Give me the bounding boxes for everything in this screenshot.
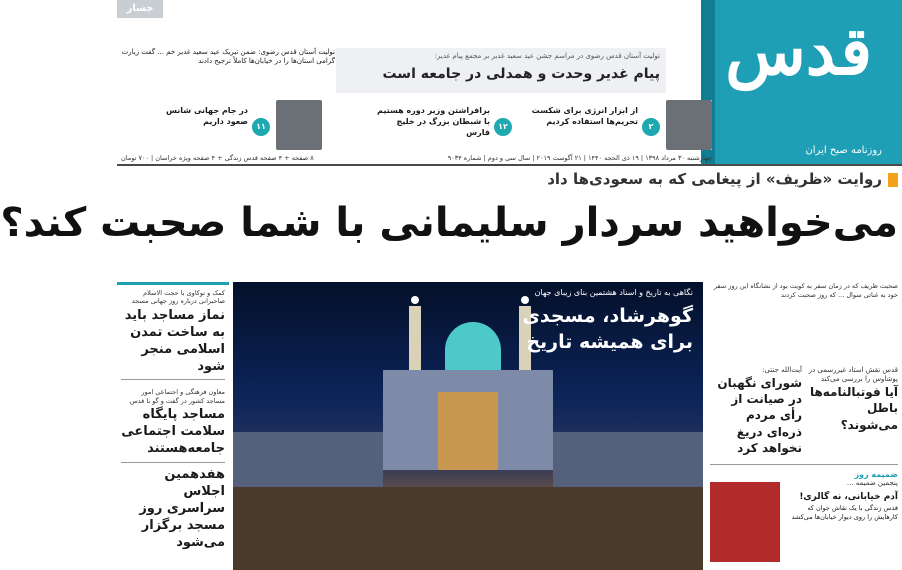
article[interactable] [710, 366, 802, 456]
newspaper-logo: قدس [725, 12, 872, 90]
masthead-tagline: روزنامه صبح ایران [805, 145, 882, 156]
teaser-item[interactable] [117, 100, 322, 150]
teaser-number: ۱۲ [494, 118, 512, 136]
teaser-text: برافراشتن وزیر دوره هستیم با شبطان بزرگ در خلیج فارس [377, 106, 490, 137]
teaser-item[interactable] [512, 100, 712, 150]
kicker-marker-icon [888, 173, 898, 187]
courtyard-shape [233, 487, 703, 570]
lead-headline[interactable]: می‌خواهید سردار سلیمانی با شما صحبت کند؟ [0, 200, 898, 246]
left-column [117, 282, 229, 570]
right-column [706, 282, 902, 570]
article-headline[interactable]: هفدهمین اجلاس سراسری روز مسجد برگزار می‌شود [139, 466, 225, 550]
hero-photo[interactable] [233, 282, 703, 570]
supplement-label: ضمیمه روز [854, 470, 898, 479]
divider [121, 379, 225, 380]
top-teaser-headline: پیام غدیر وحدت و همدلی در جامعه است [382, 66, 660, 82]
masthead [715, 0, 902, 166]
supplement-text: قدس زندگی با یک نقاش جوان که کارهایش را روی دیوار خیابان‌ها می‌کشد [791, 504, 898, 521]
article-body: صحبت ظریف که در زمان سفر به کویت بود از نشانگاه این روز سفر خود به غناتی سوال ... که روز صحبت کردند [713, 282, 898, 299]
supplement-teaser[interactable] [710, 470, 898, 522]
teaser-number: ۱۱ [252, 118, 270, 136]
teaser-item[interactable] [322, 100, 512, 150]
supplement-headline: آدم خیابانی، نه گالری! [799, 492, 898, 503]
supplement-photo [710, 482, 780, 562]
teaser-text: از ابزار انرژی برای شکست تحریم‌ها استفاده کردیم [531, 106, 638, 126]
article-kicker: آیت‌الله جنتی: [762, 366, 802, 374]
article-headline: شورای نگهبان در صیانت از رأی مردم ذره‌ای دریغ نخواهد کرد [717, 376, 802, 455]
article-kicker: قدس نقش استاد غیررسمی در پوشاوس را بررسی می‌کند [808, 366, 898, 384]
lead-kicker [547, 170, 898, 188]
top-ribbon: جسار [117, 0, 163, 18]
top-teaser-kicker: تولیت آستان قدس رضوی در مراسم جشن عید سعید غدیر بر مجمع پیام غدیر: [434, 52, 660, 60]
top-teaser-main[interactable] [336, 48, 666, 93]
hero-kicker: نگاهی به تاریخ و اسناد هشتمین بنای زیبای جهان [534, 288, 693, 297]
hero-title [522, 304, 693, 355]
date-bar [117, 154, 902, 164]
divider [710, 464, 898, 465]
teaser-text: در جام جهانی شانس صعود داریم [165, 106, 248, 126]
iwan-shape [438, 392, 498, 470]
article-kicker: معاون فرهنگی و اجتماعی امور مساجد کشور در گفت و گو با قدس [129, 388, 225, 405]
lead-kicker-text: روایت «ظریف» از پیغامی که به سعودی‌ها داد [547, 170, 882, 188]
teaser-number: ۲ [642, 118, 660, 136]
divider [121, 462, 225, 463]
article-headline[interactable]: مساجد پایگاه سلامت اجتماعی جامعه‌هستند [121, 407, 225, 457]
article-headline[interactable]: نماز مساجد باید به ساخت تمدن اسلامی منجر شود [124, 307, 225, 374]
avatar [276, 100, 322, 150]
hero-title-line: گوهرشاد، مسجدی [522, 305, 693, 327]
article-headline: آیا فوتبالنامه‌ها باطل می‌شوند؟ [809, 385, 898, 432]
article[interactable] [806, 366, 898, 433]
supplement-kicker: پنجمین ضمیمه ... [846, 479, 898, 487]
date-info: چهارشنبه ۳۰ مرداد ۱۳۹۸ | ۱۹ ذی الحجه ۱۴۴۰ | ۲۱ آگوست ۲۰۱۹ | سال سی و دوم | شماره ۹۰۳۴ [447, 154, 712, 162]
header-divider [117, 164, 902, 166]
top-side-note: تولیت آستان قدس رضوی: ضمن تبریک عید سعید غدیر خم ... گفت زیارت گرامی استان‌ها را در خیابان‌ها کاملاً ترجیح دادند [105, 48, 335, 98]
hero-title-line: برای همیشه تاریخ [526, 330, 693, 353]
article-kicker: کمک و نوکاوی با حجت الاسلام صاحبرانی درباره روز جهانی مسجد [131, 289, 225, 306]
page-info: ۸ صفحه + ۴ صفحه قدس زندگی + ۴ صفحه ویژه خراسان | ۷۰۰ تومان [121, 154, 314, 162]
avatar [666, 100, 712, 150]
